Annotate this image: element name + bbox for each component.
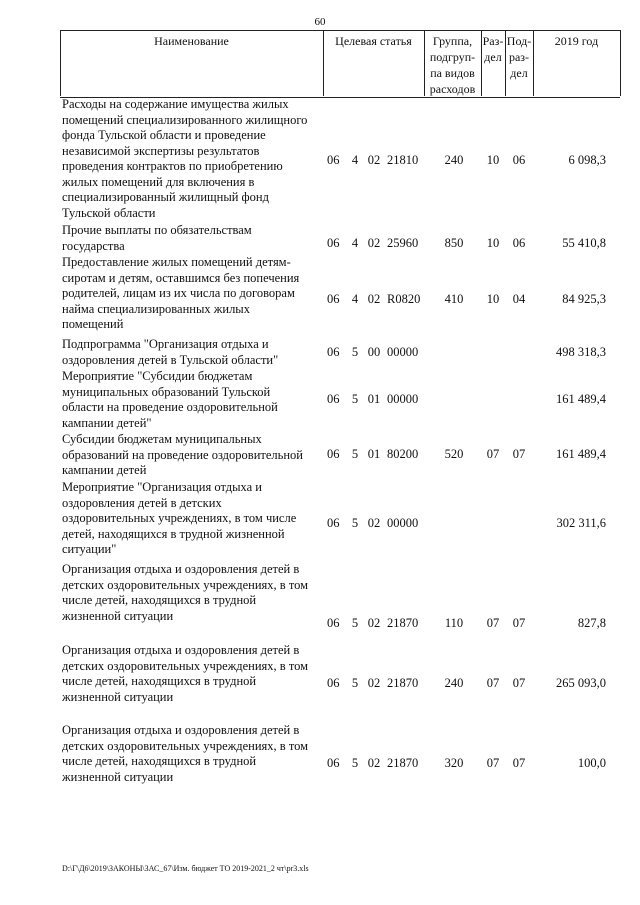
header-group: Группа, подгруп- па видов расходов xyxy=(429,34,476,96)
row-name-line: помещений xyxy=(62,317,124,331)
code-event: 01 xyxy=(367,392,381,406)
row-name-line: Расходы на содержание имущества жилых xyxy=(62,97,289,111)
group-code: 240 xyxy=(444,153,464,167)
code-direction: 80200 xyxy=(387,447,419,461)
code-program: 06 xyxy=(327,236,340,250)
group-code: 110 xyxy=(444,616,464,630)
row-name xyxy=(62,97,324,221)
code-event: 02 xyxy=(367,756,381,770)
row-name xyxy=(62,562,324,624)
code-direction: 25960 xyxy=(387,236,419,250)
row-name-line: оздоровления детей в Тульской области" xyxy=(62,352,279,367)
code-subprogram: 5 xyxy=(351,345,359,359)
code-event: 01 xyxy=(367,447,381,461)
code-direction: 21810 xyxy=(387,153,419,167)
row-name xyxy=(62,255,324,333)
group-code: 850 xyxy=(444,236,464,250)
row-name-line: жизненной ситуации xyxy=(62,608,174,623)
code-subprogram: 4 xyxy=(351,236,359,250)
header-subsection: Под- раз- дел xyxy=(506,34,532,80)
row-name-line: специализированный жилищный фонд xyxy=(62,190,269,204)
row-name-line: числе детей, находящихся в трудной xyxy=(62,754,257,768)
section-code: 07 xyxy=(486,676,500,690)
row-name xyxy=(62,480,324,558)
file-path-footer: D:\Г\Д6\2019\ЗАКОНЫ\ЗАС_67\Изм. бюджет ТО 2019-2021_2 чт\pr3.xls xyxy=(62,864,309,873)
row-name-line: числе детей, находящихся в трудной xyxy=(62,674,257,688)
code-event: 02 xyxy=(367,616,381,630)
subsection-code: 07 xyxy=(512,676,526,690)
code-program: 06 xyxy=(327,392,340,406)
row-name-line: Тульской области xyxy=(62,205,156,220)
code-program: 06 xyxy=(327,153,340,167)
row-name-line: сиротам и детям, оставшимся без попечения xyxy=(62,270,300,285)
code-direction: 00000 xyxy=(387,392,419,406)
code-direction: R0820 xyxy=(387,292,421,306)
code-program: 06 xyxy=(327,676,340,690)
amount-2019: 84 925,3 xyxy=(562,292,606,306)
code-event: 02 xyxy=(367,676,381,690)
code-subprogram: 5 xyxy=(351,756,359,770)
code-program: 06 xyxy=(327,516,340,530)
page-number: 60 xyxy=(314,16,326,28)
row-name xyxy=(62,643,324,705)
row-name xyxy=(62,223,324,254)
row-name-line: числе детей, находящихся в трудной xyxy=(62,593,257,607)
row-name-line: кампании детей" xyxy=(62,415,152,430)
amount-2019: 827,8 xyxy=(577,616,606,630)
amount-2019: 265 093,0 xyxy=(556,676,606,690)
code-program: 06 xyxy=(327,292,340,306)
code-direction: 00000 xyxy=(387,516,419,530)
group-code: 320 xyxy=(444,756,464,770)
row-name-line: Мероприятие "Организация отдыха и xyxy=(62,480,262,494)
row-name-line: кампании детей xyxy=(62,463,147,477)
row-name-line: Организация отдыха и оздоровления детей в xyxy=(62,723,300,737)
amount-2019: 302 311,6 xyxy=(556,516,606,530)
code-subprogram: 5 xyxy=(351,676,359,690)
code-subprogram: 5 xyxy=(351,447,359,461)
subsection-code: 06 xyxy=(512,236,526,250)
row-name-line: Прочие выплаты по обязательствам xyxy=(62,223,252,237)
section-code: 10 xyxy=(486,236,500,250)
header-year: 2019 год xyxy=(554,34,599,48)
row-name-line: детских оздоровительных учреждениях, в том xyxy=(62,738,309,753)
row-name-line: помещений специализированного жилищного xyxy=(62,112,308,127)
group-code: 240 xyxy=(444,676,464,690)
row-name-line: Предоставление жилых помещений детям- xyxy=(62,255,291,269)
row-name-line: родителей, лицам из их числа по договорам xyxy=(62,286,295,300)
code-subprogram: 5 xyxy=(351,516,359,530)
code-direction: 21870 xyxy=(387,756,419,770)
subsection-code: 07 xyxy=(512,756,526,770)
code-subprogram: 5 xyxy=(351,392,359,406)
code-direction: 21870 xyxy=(387,616,419,630)
amount-2019: 161 489,4 xyxy=(556,392,606,406)
row-name-line: детских оздоровительных учреждениях, в том xyxy=(62,658,309,673)
row-name-line: Подпрограмма "Организация отдыха и xyxy=(62,337,269,351)
code-event: 02 xyxy=(367,236,381,250)
row-name xyxy=(62,369,324,431)
subsection-code: 06 xyxy=(512,153,526,167)
code-event: 02 xyxy=(367,516,381,530)
group-code: 520 xyxy=(444,447,464,461)
section-code: 07 xyxy=(486,616,500,630)
row-name-line: Мероприятие "Субсидии бюджетам xyxy=(62,369,253,383)
row-name-line: проведения контрактов по приобретению xyxy=(62,159,283,173)
row-name-line: области на проведение оздоровительной xyxy=(62,400,278,414)
code-program: 06 xyxy=(327,447,340,461)
row-name-line: оздоровительных учреждениях, в том числе xyxy=(62,511,297,525)
section-code: 07 xyxy=(486,447,500,461)
row-name-line: жизненной ситуации xyxy=(62,769,174,784)
row-name-line: образований на проведение оздоровительной xyxy=(62,447,303,462)
amount-2019: 161 489,4 xyxy=(556,447,606,461)
amount-2019: 100,0 xyxy=(577,756,606,770)
row-name-line: найма специализированных жилых xyxy=(62,301,250,316)
amount-2019: 6 098,3 xyxy=(568,153,606,167)
row-name-line: независимой экспертизы результатов xyxy=(62,143,260,158)
header-target-article: Целевая статья xyxy=(335,34,412,48)
code-subprogram: 5 xyxy=(351,616,359,630)
subsection-code: 04 xyxy=(512,292,526,306)
row-name-line: оздоровления детей в детских xyxy=(62,495,222,510)
row-name-line: жизненной ситуации xyxy=(62,689,174,704)
row-name xyxy=(62,337,324,368)
row-name-line: жилых помещений для включения в xyxy=(62,174,255,189)
code-event: 00 xyxy=(367,345,381,359)
row-name-line: государства xyxy=(62,238,125,253)
code-event: 02 xyxy=(367,153,381,167)
row-name-line: Организация отдыха и оздоровления детей в xyxy=(62,562,300,576)
row-name-line: детских оздоровительных учреждениях, в том xyxy=(62,577,309,592)
code-event: 02 xyxy=(367,292,381,306)
code-program: 06 xyxy=(327,616,340,630)
header-divider xyxy=(620,30,621,96)
code-direction: 00000 xyxy=(387,345,419,359)
code-subprogram: 4 xyxy=(351,153,359,167)
code-program: 06 xyxy=(327,345,340,359)
section-code: 07 xyxy=(486,756,500,770)
row-name-line: Организация отдыха и оздоровления детей в xyxy=(62,643,300,657)
row-name-line: фонда Тульской области и проведение xyxy=(62,128,266,142)
row-name-line: муниципальных образований Тульской xyxy=(62,384,271,399)
amount-2019: 55 410,8 xyxy=(562,236,606,250)
amount-2019: 498 318,3 xyxy=(556,345,606,359)
code-program: 06 xyxy=(327,756,340,770)
row-name xyxy=(62,432,324,479)
row-name-line: ситуации" xyxy=(62,542,117,556)
row-name-line: Субсидии бюджетам муниципальных xyxy=(62,432,262,446)
subsection-code: 07 xyxy=(512,616,526,630)
code-direction: 21870 xyxy=(387,676,419,690)
group-code: 410 xyxy=(444,292,464,306)
row-name xyxy=(62,723,324,785)
section-code: 10 xyxy=(486,153,500,167)
subsection-code: 07 xyxy=(512,447,526,461)
header-section: Раз- дел xyxy=(482,34,504,64)
header-name: Наименование xyxy=(154,34,229,48)
row-name-line: детей, находящихся в трудной жизненной xyxy=(62,526,285,541)
section-code: 10 xyxy=(486,292,500,306)
code-subprogram: 4 xyxy=(351,292,359,306)
